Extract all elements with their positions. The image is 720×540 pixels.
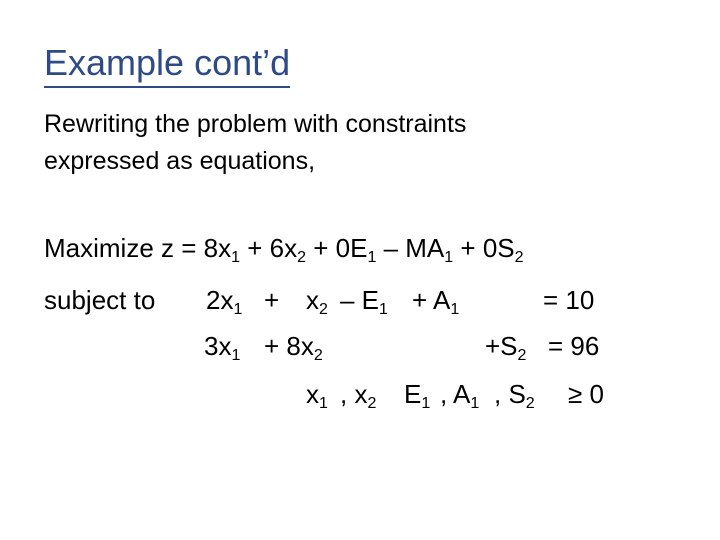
- subscript: 2: [313, 347, 323, 364]
- intro-line-1: Rewriting the problem with constraints: [44, 110, 467, 138]
- constraint1-plus: +: [264, 285, 280, 315]
- subscript: 1: [233, 301, 243, 318]
- intro-text: [44, 106, 684, 180]
- subscript: 1: [319, 395, 328, 412]
- nonneg-term-e: , $S_2$: [494, 379, 535, 412]
- nonneg-term-b: , $x_2$: [340, 379, 377, 412]
- objective-term-5: + 0S: [453, 233, 515, 263]
- nonneg-term-c: $E_1$: [404, 379, 431, 412]
- constraint-row-2: [0, 326, 720, 366]
- subscript: 1: [444, 249, 454, 266]
- constraint1-rhs: = 10: [543, 285, 595, 315]
- slide-title: Example cont’d: [44, 40, 290, 88]
- subscript: 2: [367, 395, 377, 412]
- subscript: 1: [231, 347, 241, 364]
- subscript: 2: [319, 301, 328, 318]
- subscript: 2: [517, 347, 527, 364]
- objective-row: [0, 228, 720, 268]
- constraint1-term-e: + $A_1$: [412, 285, 460, 318]
- objective-term-4: – MA: [376, 233, 445, 263]
- constraint2-term-c: $+S_2$: [485, 331, 527, 364]
- subscript: 1: [450, 301, 460, 318]
- subscript: 2: [525, 395, 535, 412]
- nonneg-rhs: ≥ 0: [568, 379, 604, 409]
- subscript: 1: [231, 249, 241, 266]
- subscript: 2: [297, 249, 307, 266]
- objective-expression: [44, 228, 524, 268]
- constraint2-term-a: $3x_1$: [204, 331, 241, 364]
- constraint2-rhs: = 96: [548, 331, 600, 361]
- subscript: 1: [421, 395, 431, 412]
- nonneg-term-a: $x_1$: [306, 379, 328, 412]
- subject-to-label: subject to: [44, 285, 156, 315]
- subscript: 2: [514, 249, 524, 266]
- constraint2-term-b: + $8x_2$: [264, 331, 323, 364]
- objective-term-2: + 6x: [240, 233, 298, 263]
- nonneg-term-d: , $A_1$: [440, 379, 480, 412]
- constraint1-term-c: $x_2$: [306, 285, 328, 318]
- subscript: 1: [379, 301, 388, 318]
- constraint1-term-d: – $E_1$: [340, 285, 388, 318]
- subscript: 1: [367, 249, 377, 266]
- intro-line-2: expressed as equations,: [44, 147, 316, 175]
- nonnegativity-row: [0, 374, 720, 414]
- objective-term-3: + 0E: [306, 233, 368, 263]
- lp-model: [0, 228, 720, 428]
- constraint1-term-a: $2x_1$: [206, 285, 243, 318]
- objective-term-1: Maximize z = 8x: [44, 233, 232, 263]
- subscript: 1: [470, 395, 480, 412]
- constraint-row-1: [0, 280, 720, 320]
